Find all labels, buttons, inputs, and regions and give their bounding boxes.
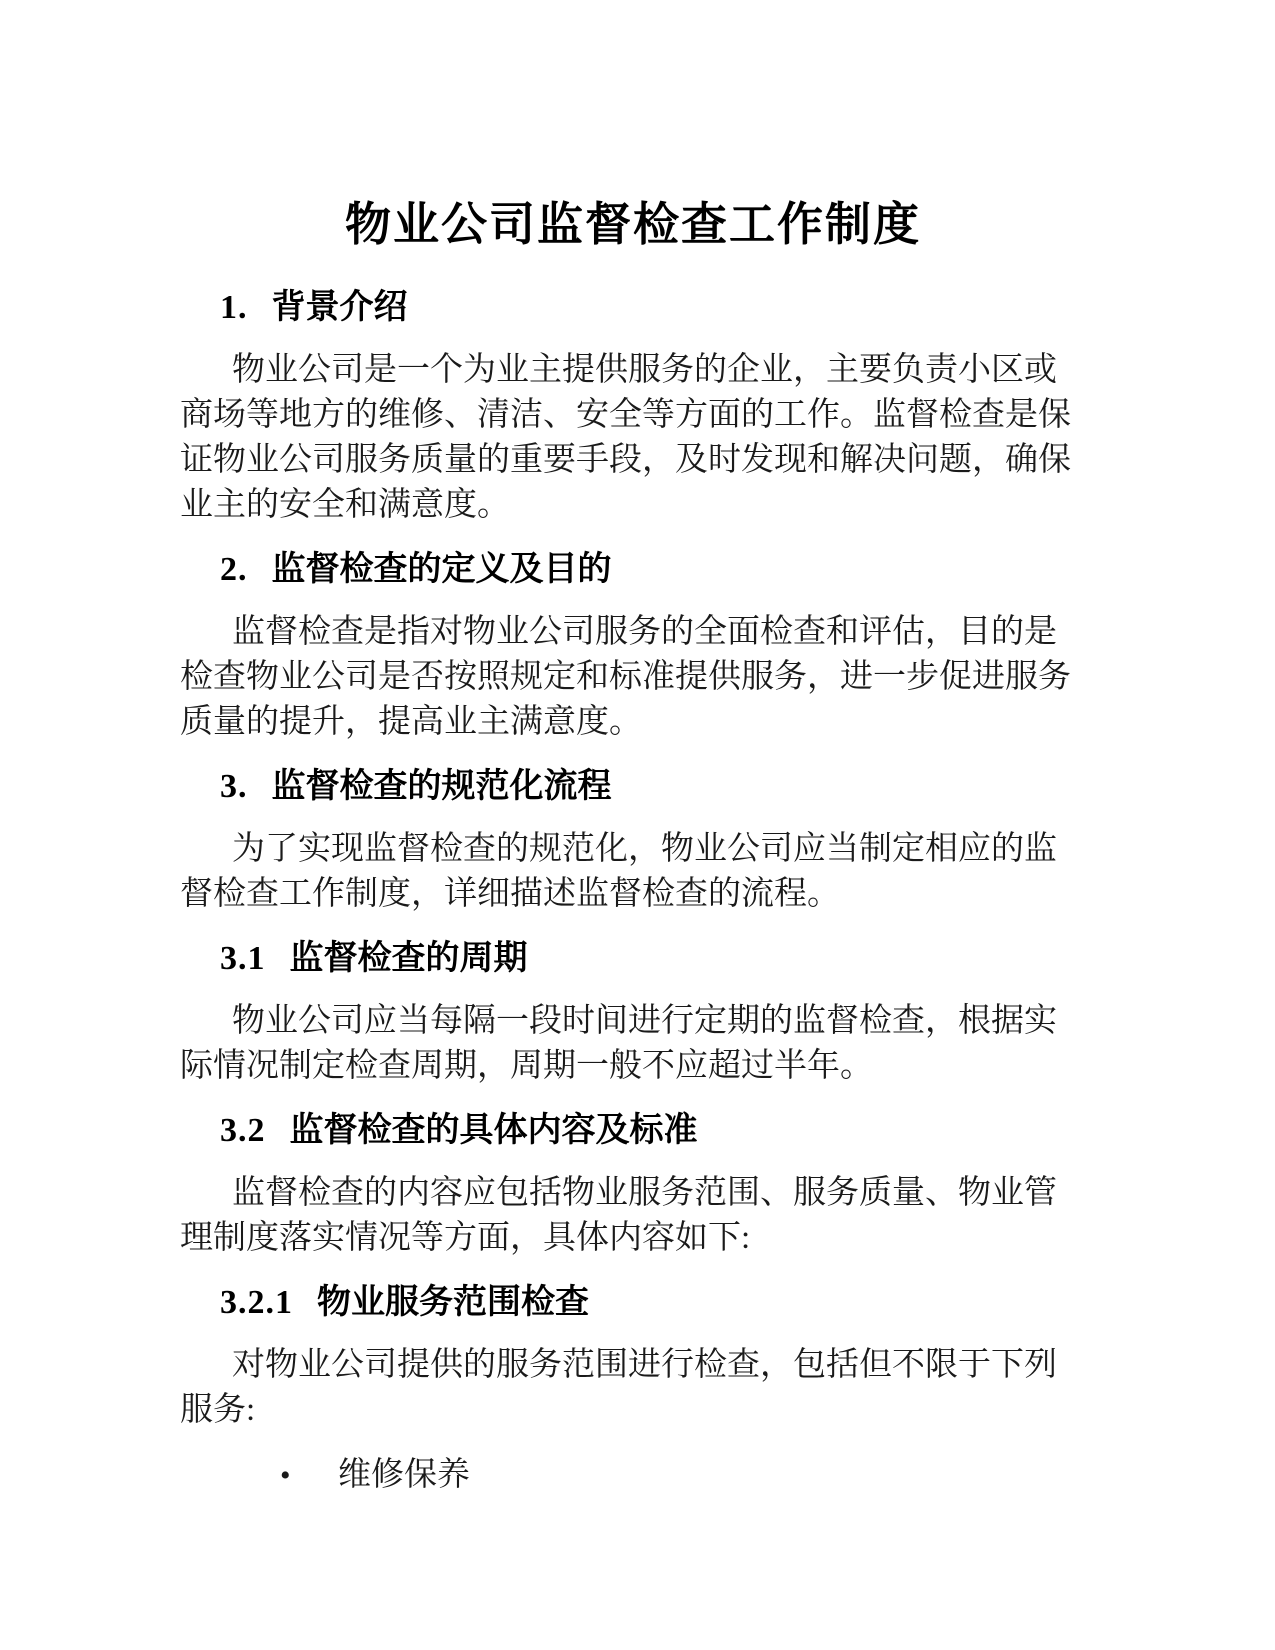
- section-number: 3.2: [220, 1112, 266, 1149]
- section-number: 1.: [220, 289, 248, 326]
- section-paragraph-3-2: 监督检查的内容应包括物业服务范围、服务质量、物业管理制度落实情况等方面，具体内容如下:: [180, 1175, 1057, 1256]
- section-heading-label: 监督检查的规范化流程: [271, 768, 612, 805]
- document-content: [180, 0, 1086, 1498]
- section-heading-label: 物业服务范围检查: [317, 1284, 589, 1321]
- section-paragraph-1: 物业公司是一个为业主提供服务的企业，主要负责小区或商场等地方的维修、清洁、安全等方面的工作。监督检查是保证物业公司服务质量的重要手段，及时发现和解决问题，确保业主的安全和满意度。: [180, 352, 1071, 523]
- section-heading-3: [180, 765, 1086, 809]
- bullet-dot-icon: •: [280, 1459, 291, 1492]
- section-paragraph-2: 监督检查是指对物业公司服务的全面检查和评估，目的是检查物业公司是否按照规定和标准提供服务，进一步促进服务质量的提升，提高业主满意度。: [180, 614, 1071, 740]
- section-heading-1: [180, 286, 1086, 330]
- list-item: [180, 1453, 1086, 1498]
- section-number: 2.: [220, 551, 248, 588]
- section-heading-2: [180, 548, 1086, 592]
- section-heading-label: 背景介绍: [271, 289, 408, 326]
- section-heading-label: 监督检查的周期: [289, 940, 528, 977]
- section-number: 3.2.1: [220, 1284, 293, 1321]
- section-paragraph-3: 为了实现监督检查的规范化，物业公司应当制定相应的监督检查工作制度，详细描述监督检查的流程。: [180, 831, 1057, 912]
- section-number: 3.: [220, 768, 248, 805]
- section-heading-label: 监督检查的定义及目的: [271, 551, 612, 588]
- section-heading-label: 监督检查的具体内容及标准: [289, 1112, 698, 1149]
- service-bullet-list: [180, 1453, 1086, 1498]
- section-heading-3-1: [180, 937, 1086, 981]
- section-paragraph-3-2-1: 对物业公司提供的服务范围进行检查，包括但不限于下列服务:: [180, 1347, 1057, 1428]
- list-item-label: 维修保养: [338, 1457, 470, 1493]
- document-title: 物业公司监督检查工作制度: [345, 199, 921, 250]
- section-number: 3.1: [220, 940, 266, 977]
- section-heading-3-2-1: [180, 1281, 1086, 1325]
- section-paragraph-3-1: 物业公司应当每隔一段时间进行定期的监督检查，根据实际情况制定检查周期，周期一般不应超过半年。: [180, 1003, 1057, 1084]
- section-heading-3-2: [180, 1109, 1086, 1153]
